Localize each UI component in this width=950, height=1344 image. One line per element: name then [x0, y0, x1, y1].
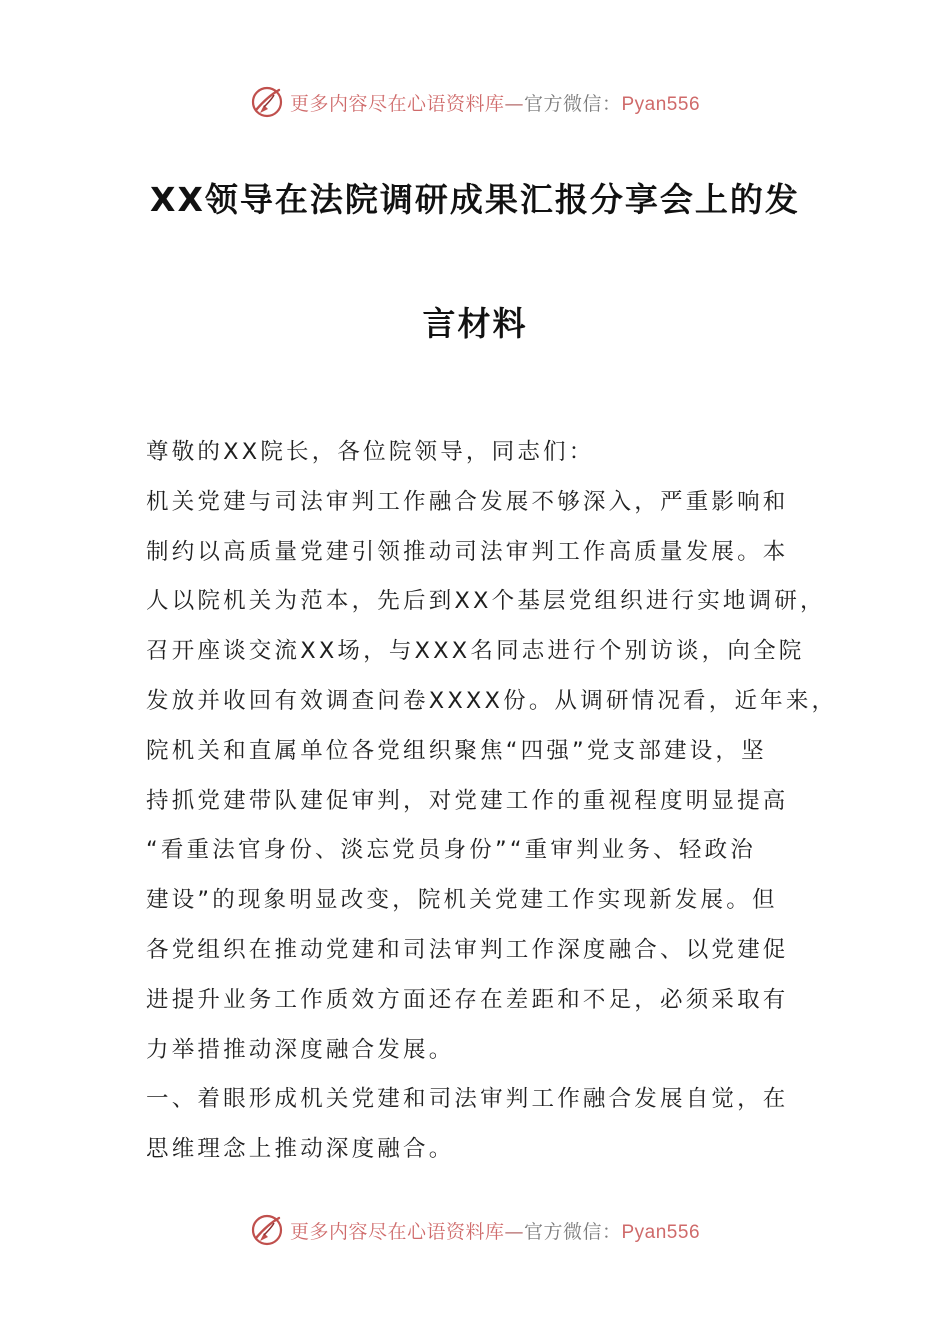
body-line: 力举措推动深度融合发展。	[146, 1036, 455, 1063]
body-line: 持抓党建带队建促审判，对党建工作的重视程度明显提高	[146, 787, 789, 814]
body-line: 尊敬的XX院长，各位院领导，同志们：	[146, 439, 595, 465]
body-line: 院机关和直属单位各党组织聚焦“四强”党支部建设，坚	[146, 737, 767, 764]
body-line: 发放并收回有效调查问卷XXXX份。从调研情况看，近年来，	[146, 687, 838, 714]
pen-circle-logo-icon	[250, 1213, 284, 1247]
header-watermark	[0, 82, 950, 122]
section-heading-line: 一、着眼形成机关党建和司法审判工作融合发展自觉，在	[146, 1086, 789, 1113]
body-line: 人以院机关为范本，先后到XX个基层党组织进行实地调研，	[146, 588, 826, 615]
watermark-dash: —	[504, 1220, 524, 1243]
body-line: 制约以高质量党建引领推动司法审判工作高质量发展。本	[146, 538, 789, 565]
pen-circle-logo-icon	[250, 85, 284, 119]
watermark-site-text: 更多内容尽在心语资料库	[289, 92, 505, 115]
watermark-dash: —	[504, 92, 524, 115]
watermark-text	[290, 89, 700, 116]
body-line: 召开座谈交流XX场，与XXX名同志进行个别访谈，向全院	[146, 638, 805, 665]
body-line: 进提升业务工作质效方面还存在差距和不足，必须采取有	[146, 986, 789, 1013]
section-heading-line: 思维理念上推动深度融合。	[146, 1136, 455, 1163]
body-line: “看重法官身份、淡忘党员身份”“重审判业务、轻政治	[146, 837, 756, 864]
body-line: 各党组织在推动党建和司法审判工作深度融合、以党建促	[146, 936, 789, 963]
document-title-line-1: XX领导在法院调研成果汇报分享会上的发	[150, 180, 800, 219]
document-body	[146, 428, 838, 1175]
watermark-wechat-id: Pyan556	[621, 1221, 701, 1243]
watermark-wechat-id: Pyan556	[621, 93, 701, 115]
watermark-official-label: 官方微信：	[523, 92, 622, 115]
watermark-text	[290, 1217, 700, 1244]
document-title-line-2: 言材料	[422, 304, 528, 343]
footer-watermark	[0, 1210, 950, 1250]
body-line: 建设”的现象明显改变，院机关党建工作实现新发展。但	[146, 887, 778, 914]
body-line: 机关党建与司法审判工作融合发展不够深入，严重影响和	[146, 488, 789, 515]
watermark-site-text: 更多内容尽在心语资料库	[289, 1220, 505, 1243]
watermark-official-label: 官方微信：	[523, 1220, 622, 1243]
